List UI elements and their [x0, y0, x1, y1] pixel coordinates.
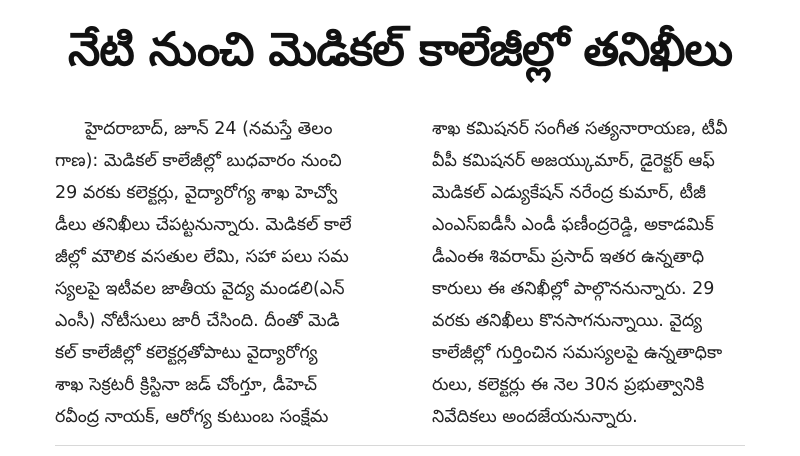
body-line: డీలు తనిఖీలు చేపట్టనున్నారు. మెడికల్ కాలే: [55, 215, 352, 235]
body-line: వీపీ కమిషనర్ అజయ్కుమార్, డైరెక్టర్ ఆఫ్: [432, 151, 715, 171]
body-line: జీల్లో మౌలిక వసతుల లేమి, సహా పలు సమ: [55, 247, 349, 267]
body-line: శాఖ కమిషనర్ సంగీత సత్యనారాయణ, టీవీ: [432, 119, 728, 139]
article-column-left: [55, 113, 400, 433]
body-line: డీఎంఈ శివరామ్ ప్రసాద్ ఇతర ఉన్నతాధి: [432, 247, 705, 267]
body-line: కల్ కాలేజీల్లో కలెక్టర్లతోపాటు వైద్యారోగ్య: [55, 343, 318, 363]
body-line: ఎంసీ) నోటీసులు జారీ చేసింది. దీంతో మెడి: [55, 311, 340, 331]
bottom-divider: [55, 445, 745, 446]
article-column-right: [432, 113, 777, 433]
body-line: మెడికల్ ఎడ్యుకేషన్ నరేంద్ర కుమార్, టీజీ: [432, 183, 706, 203]
body-line: నివేదికలు అందజేయనున్నారు.: [432, 407, 638, 427]
body-line: వరకు తనిఖీలు కొనసాగనున్నాయి. వైద్య: [432, 311, 703, 331]
body-line: 29 వరకు కలెక్టర్లు, వైద్యారోగ్య శాఖ హెచ్వో: [55, 183, 338, 203]
body-line: కాలేజీల్లో గుర్తించిన సమస్యలపై ఉన్నతాధికా: [432, 343, 723, 363]
body-line: రులు, కలెక్టర్లు ఈ నెల 30న ప్రభుత్వానికి: [432, 375, 705, 395]
article-headline: నేటి నుంచి మెడికల్ కాలేజీల్లో తనిఖీలు: [67, 22, 733, 76]
body-line: రవీంద్ర నాయక్, ఆరోగ్య కుటుంబ సంక్షేమ: [55, 407, 329, 427]
body-line: హైదరాబాద్, జూన్ 24 (నమస్తే తెలం: [85, 119, 333, 139]
body-line: గాణ): మెడికల్ కాలేజీల్లో బుధవారం నుంచి: [55, 151, 342, 171]
body-line: కారులు ఈ తనిఖీల్లో పాల్గొననున్నారు. 29: [432, 279, 715, 299]
body-line: ఎంఎస్ఐడీసీ ఎండీ ఫణీంద్రరెడ్డి, అకాడమిక్: [432, 215, 714, 235]
body-line: స్యలపై ఇటీవల జాతీయ వైద్య మండలి(ఎన్: [55, 279, 345, 299]
body-line: శాఖ సెక్రటరీ క్రిస్టినా జడ్ చోంగ్తూ, డీహెచ్: [55, 375, 318, 395]
